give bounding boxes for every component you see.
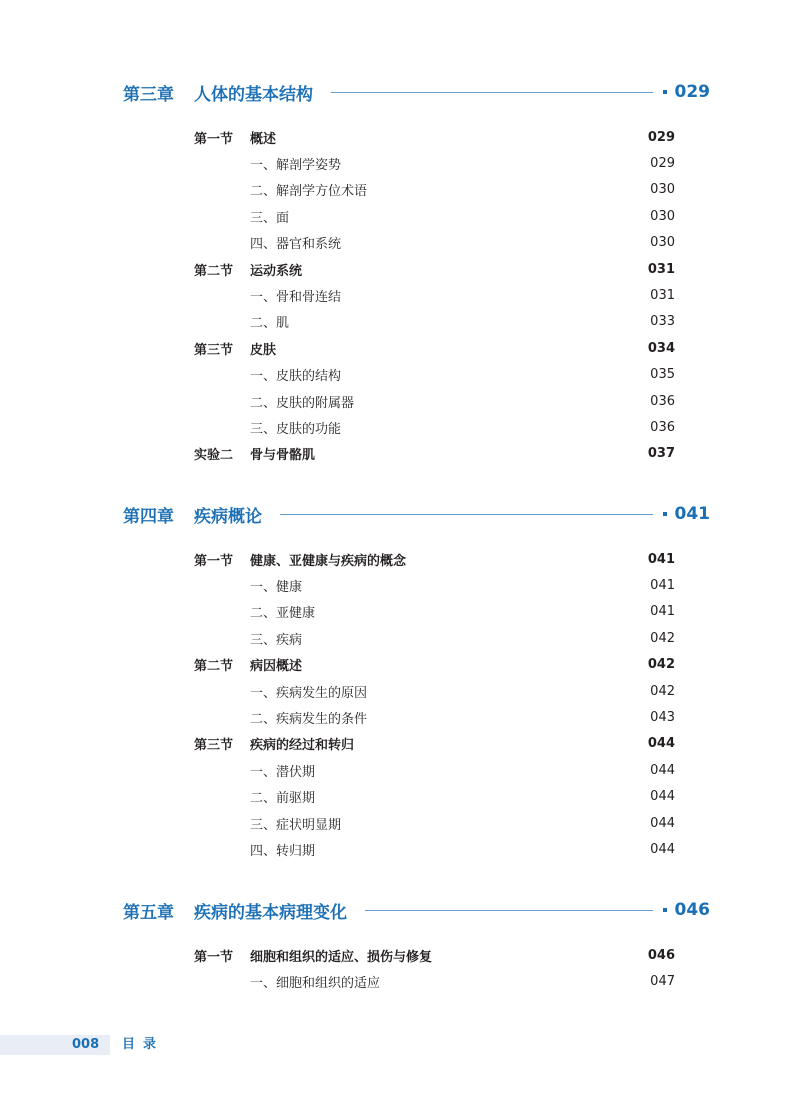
chapter-page-number: 041 bbox=[674, 504, 710, 524]
chapter-leader-line bbox=[331, 92, 653, 93]
chapter-marker-icon bbox=[663, 90, 667, 94]
chapter-label: 第五章 bbox=[123, 902, 174, 923]
chapter-marker-icon bbox=[663, 908, 667, 912]
entry-page-number: 043 bbox=[650, 709, 675, 725]
subsection-title: 一、疾病发生的原因 bbox=[250, 685, 368, 701]
section-title: 疾病的经过和转归 bbox=[250, 738, 355, 754]
chapter-label: 第四章 bbox=[123, 506, 174, 527]
section-title: 概述 bbox=[250, 131, 277, 147]
entry-page-number: 029 bbox=[647, 129, 675, 145]
subsection-title: 二、疾病发生的条件 bbox=[250, 711, 368, 727]
toc-subsection-row[interactable] bbox=[194, 391, 675, 411]
subsection-title: 三、疾病 bbox=[250, 632, 303, 648]
toc-subsection-row[interactable] bbox=[194, 206, 675, 226]
chapter-leader-line bbox=[365, 910, 653, 911]
toc-subsection-row[interactable] bbox=[194, 602, 675, 622]
chapter-page-number: 046 bbox=[674, 900, 710, 920]
toc-section-row[interactable] bbox=[194, 655, 675, 675]
entry-page-number: 047 bbox=[650, 973, 675, 989]
subsection-title: 二、解剖学方位术语 bbox=[250, 184, 368, 200]
section-label: 第二节 bbox=[194, 263, 234, 279]
chapter-label: 第三章 bbox=[123, 84, 174, 105]
section-label: 第一节 bbox=[194, 949, 234, 965]
entry-page-number: 042 bbox=[650, 683, 675, 699]
subsection-title: 二、皮肤的附属器 bbox=[250, 395, 355, 411]
chapter-heading[interactable] bbox=[123, 897, 710, 923]
section-label: 第三节 bbox=[194, 738, 234, 754]
toc-subsection-row[interactable] bbox=[194, 760, 675, 780]
entry-page-number: 031 bbox=[650, 287, 675, 303]
section-title: 健康、亚健康与疾病的概念 bbox=[250, 553, 407, 569]
subsection-title: 一、皮肤的结构 bbox=[250, 369, 342, 385]
section-label: 实验二 bbox=[194, 448, 234, 464]
chapter-page-number: 029 bbox=[674, 82, 710, 102]
toc-section-row[interactable] bbox=[194, 127, 675, 147]
subsection-title: 二、前驱期 bbox=[250, 791, 316, 807]
toc-subsection-row[interactable] bbox=[194, 971, 675, 991]
subsection-title: 一、潜伏期 bbox=[250, 764, 316, 780]
toc-subsection-row[interactable] bbox=[194, 180, 675, 200]
entry-page-number: 036 bbox=[650, 419, 675, 435]
chapter-title: 疾病的基本病理变化 bbox=[194, 902, 347, 923]
subsection-title: 二、亚健康 bbox=[250, 606, 316, 622]
entry-page-number: 044 bbox=[650, 789, 675, 805]
section-label: 第二节 bbox=[194, 659, 234, 675]
toc-subsection-row[interactable] bbox=[194, 312, 675, 332]
section-label: 第一节 bbox=[194, 131, 234, 147]
section-title: 运动系统 bbox=[250, 263, 303, 279]
chapter-heading[interactable] bbox=[123, 79, 710, 105]
entry-page-number: 037 bbox=[647, 446, 675, 462]
toc-subsection-row[interactable] bbox=[194, 813, 675, 833]
footer-page-number: 008 bbox=[72, 1037, 100, 1052]
section-title: 细胞和组织的适应、损伤与修复 bbox=[250, 949, 433, 965]
toc-section-row[interactable] bbox=[194, 338, 675, 358]
toc-subsection-row[interactable] bbox=[194, 681, 675, 701]
subsection-title: 一、骨和骨连结 bbox=[250, 289, 342, 305]
subsection-title: 一、健康 bbox=[250, 579, 303, 595]
subsection-title: 三、症状明显期 bbox=[250, 817, 342, 833]
toc-section-row[interactable] bbox=[194, 444, 675, 464]
toc-subsection-row[interactable] bbox=[194, 365, 675, 385]
entry-page-number: 030 bbox=[650, 208, 675, 224]
entry-page-number: 030 bbox=[650, 182, 675, 198]
entry-page-number: 041 bbox=[647, 551, 675, 567]
section-title: 骨与骨骼肌 bbox=[250, 448, 316, 464]
toc-section-row[interactable] bbox=[194, 549, 675, 569]
toc-subsection-row[interactable] bbox=[194, 285, 675, 305]
entry-page-number: 044 bbox=[650, 841, 675, 857]
toc-section-row[interactable] bbox=[194, 734, 675, 754]
section-label: 第三节 bbox=[194, 342, 234, 358]
toc-subsection-row[interactable] bbox=[194, 707, 675, 727]
footer-label: 目录 bbox=[122, 1037, 165, 1052]
subsection-title: 二、肌 bbox=[250, 316, 290, 332]
toc-subsection-row[interactable] bbox=[194, 417, 675, 437]
entry-page-number: 044 bbox=[650, 815, 675, 831]
toc-subsection-row[interactable] bbox=[194, 575, 675, 595]
entry-page-number: 035 bbox=[650, 367, 675, 383]
subsection-title: 一、解剖学姿势 bbox=[250, 157, 342, 173]
entry-page-number: 041 bbox=[650, 604, 675, 620]
entry-page-number: 044 bbox=[650, 762, 675, 778]
subsection-title: 四、转归期 bbox=[250, 843, 316, 859]
toc-section-row[interactable] bbox=[194, 259, 675, 279]
subsection-title: 三、面 bbox=[250, 210, 290, 226]
chapter-title: 疾病概论 bbox=[194, 506, 262, 527]
toc-subsection-row[interactable] bbox=[194, 628, 675, 648]
chapter-marker-icon bbox=[663, 512, 667, 516]
entry-page-number: 042 bbox=[650, 630, 675, 646]
subsection-title: 四、器官和系统 bbox=[250, 237, 342, 253]
entry-page-number: 034 bbox=[647, 340, 675, 356]
entry-page-number: 042 bbox=[647, 657, 675, 673]
entry-page-number: 030 bbox=[650, 235, 675, 251]
toc-subsection-row[interactable] bbox=[194, 839, 675, 859]
entry-page-number: 036 bbox=[650, 393, 675, 409]
section-label: 第一节 bbox=[194, 553, 234, 569]
chapter-heading[interactable] bbox=[123, 501, 710, 527]
toc-subsection-row[interactable] bbox=[194, 153, 675, 173]
entry-page-number: 044 bbox=[647, 736, 675, 752]
section-title: 病因概述 bbox=[250, 659, 303, 675]
entry-page-number: 041 bbox=[650, 577, 675, 593]
entry-page-number: 031 bbox=[647, 261, 675, 277]
entry-page-number: 029 bbox=[650, 155, 675, 171]
subsection-title: 三、皮肤的功能 bbox=[250, 421, 342, 437]
entry-page-number: 046 bbox=[647, 947, 675, 963]
subsection-title: 一、细胞和组织的适应 bbox=[250, 975, 381, 991]
toc-subsection-row[interactable] bbox=[194, 233, 675, 253]
toc-subsection-row[interactable] bbox=[194, 787, 675, 807]
section-title: 皮肤 bbox=[250, 342, 277, 358]
entry-page-number: 033 bbox=[650, 314, 675, 330]
toc-section-row[interactable] bbox=[194, 945, 675, 965]
chapter-title: 人体的基本结构 bbox=[194, 84, 313, 105]
chapter-leader-line bbox=[280, 514, 653, 515]
